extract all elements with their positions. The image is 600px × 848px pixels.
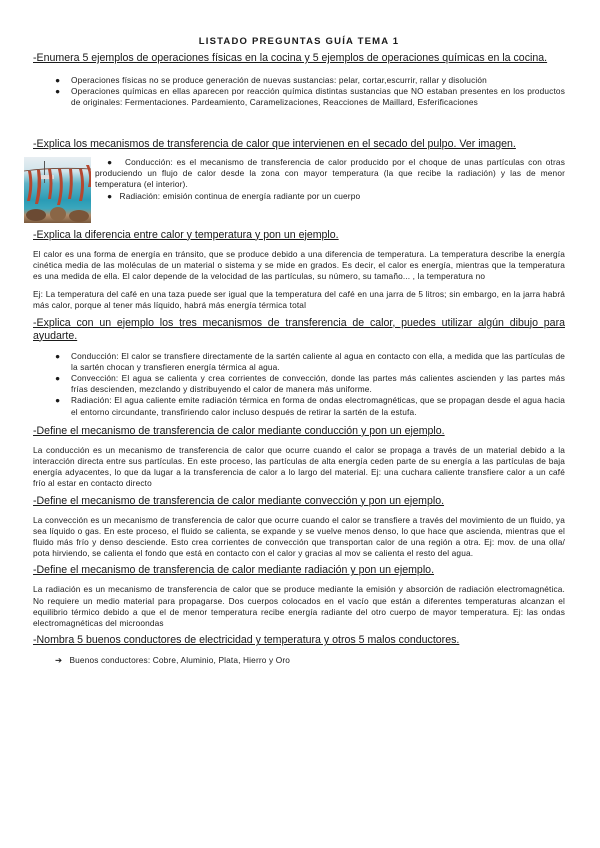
octopus-explanation xyxy=(95,157,565,203)
question-heading: -Nombra 5 buenos conductores de electricidad y temperatura y otros 5 malos conductores. xyxy=(33,634,460,647)
bullet-list xyxy=(33,351,565,418)
paragraph: La conducción es un mecanismo de transferencia de calor que ocurre cuando el calor se propaga a través de un material debido a la interacción directa entre sus partículas. En este proceso, las partículas de alta energía ceden parte de su energía a las partículas de baja energía adyacentes, lo que da lugar a la transferencia de calor a lo largo del material. Ej: una cuchara caliente transfiere calor a un café frío al estar en contacto directo xyxy=(33,444,565,489)
arrow-right-icon: ➔ xyxy=(55,655,63,666)
document-title: LISTADO PREGUNTAS GUÍA TEMA 1 xyxy=(198,36,400,47)
section-heat-vs-temperature xyxy=(33,229,565,312)
list-item: ● Conducción: El calor se transfiere directamente de la sartén caliente al agua en contacto con ella, a medida que las partículas de la sartén chocan y transfieren energía térmica al agua. xyxy=(55,350,565,372)
question-heading: -Explica con un ejemplo los tres mecanismos de transferencia de calor, puedes utilizar algún dibujo para ayudarte. xyxy=(33,316,565,342)
paragraph: El calor es una forma de energía en tránsito, que se produce debido a una diferencia de temperatura. La temperatura describe la energía cinética media de las moléculas de un material o sistema y se mide en grados. Es decir, el calor es energía, mientras que la temperatura es una medida de ella. El calor depende de la velocidad de las partículas, su número, su tamaño... , la temperatura no xyxy=(33,248,565,282)
arrow-list xyxy=(55,655,565,665)
bullet-icon: ● xyxy=(55,350,61,361)
section-conductors xyxy=(33,634,565,665)
list-item: ● Radiación: El agua caliente emite radiación térmica en forma de ondas electromagnéticas, que se propagan desde el agua hacia el entorno circundante, transfiriendo calor incluso después de retirar la sartén de la estufa. xyxy=(55,395,565,417)
octopus-drying-image xyxy=(24,157,91,223)
section-octopus-drying xyxy=(33,138,565,227)
question-heading: -Define el mecanismo de transferencia de calor mediante convección y pon un ejemplo. xyxy=(33,494,445,507)
bullet-icon: ● xyxy=(55,86,61,97)
question-heading: -Enumera 5 ejemplos de operaciones físicas en la cocina y 5 ejemplos de operaciones químicas en la cocina. xyxy=(33,52,548,64)
question-heading: -Explica la diferencia entre calor y temperatura y pon un ejemplo. xyxy=(33,228,339,241)
paragraph: La radiación es un mecanismo de transferencia de calor que se produce mediante la emisión y absorción de radiación electromagnética. No requiere un medio material para propagarse. Dos cuerpos colocados en el vacío que están a diferentes temperaturas alcanzan el equilibrio térmico debido a que el de menor temperatura recibe energía radiante del otro cuerpo de mayor temperatura. Ej: las ondas electromagnéticas del microondas xyxy=(33,584,565,629)
list-item: ● Operaciones físicas no se produce generación de nuevas sustancias: pelar, cortar,escurrir, rallar y disolución xyxy=(55,75,487,85)
bullet-icon: ● xyxy=(107,190,113,201)
bullet-icon: ● xyxy=(55,75,61,85)
document-page xyxy=(33,36,565,665)
list-item: Buenos conductores: Cobre, Aluminio, Plata, Hierro y Oro xyxy=(69,655,291,666)
bullet-list xyxy=(33,75,565,109)
list-item: ● Radiación: emisión continua de energía radiante por un cuerpo xyxy=(107,190,361,201)
section-convection xyxy=(33,495,565,560)
paragraph: La convección es un mecanismo de transferencia de calor que ocurre cuando el calor se transfiere a través del movimiento de un fluido, ya sea líquido o gas. En este proceso, el fluido se calienta, se expande y se vuelve menos denso, lo que hace que ascienda, mientras que el fluido más frío y denso desciende. Esto crea corrientes de convección que transportan calor de una región a otra. Ej: mov. de una olla/ pota hirviendo, se calienta el fondo que está en contacto con el calor y gracias al mov se calienta el resto del agua. xyxy=(33,514,565,559)
list-item: ● Convección: El agua se calienta y crea corrientes de convección, donde las partes más calientes ascienden y las partes más frías descienden, mezclando y distribuyendo el calor de manera más uniforme. xyxy=(55,373,565,395)
question-heading: -Define el mecanismo de transferencia de calor mediante radiación y pon un ejemplo. xyxy=(33,564,435,577)
bullet-icon: ● xyxy=(107,156,114,167)
image-with-text xyxy=(33,157,565,227)
section-conduction xyxy=(33,425,565,490)
bullet-icon: ● xyxy=(55,373,61,384)
question-heading: -Define el mecanismo de transferencia de calor mediante conducción y pon un ejemplo. xyxy=(33,424,445,437)
question-heading: -Explica los mecanismos de transferencia de calor que intervienen en el secado del pulpo. Ver imagen. xyxy=(33,137,516,150)
list-item: ● Conducción: es el mecanismo de transferencia de calor producido por el choque de unas partículas con otras produciendo un flujo de calor desde la zona con mayor temperatura (la que recibe la radiación) y las de menor temperatura (el interior). xyxy=(95,156,565,190)
section-three-mechanisms xyxy=(33,317,565,418)
paragraph: Ej: La temperatura del café en una taza puede ser igual que la temperatura del café en una jarra de 5 litros; sin embargo, en la jarra habrá más calor, porque al tener más líquido, habrá más energía térmica total xyxy=(33,289,565,311)
section-radiation xyxy=(33,564,565,629)
bullet-icon: ● xyxy=(55,395,61,406)
list-item: ● Operaciones químicas en ellas aparecen por reacción química distintas sustancias que NO estaban presentes en los productos de originales: Fermentaciones. Pardeamiento, Caramelizaciones, Reacciones de Maillard, Esferificaciones xyxy=(55,86,565,108)
section-physical-chemical-operations xyxy=(33,52,565,109)
